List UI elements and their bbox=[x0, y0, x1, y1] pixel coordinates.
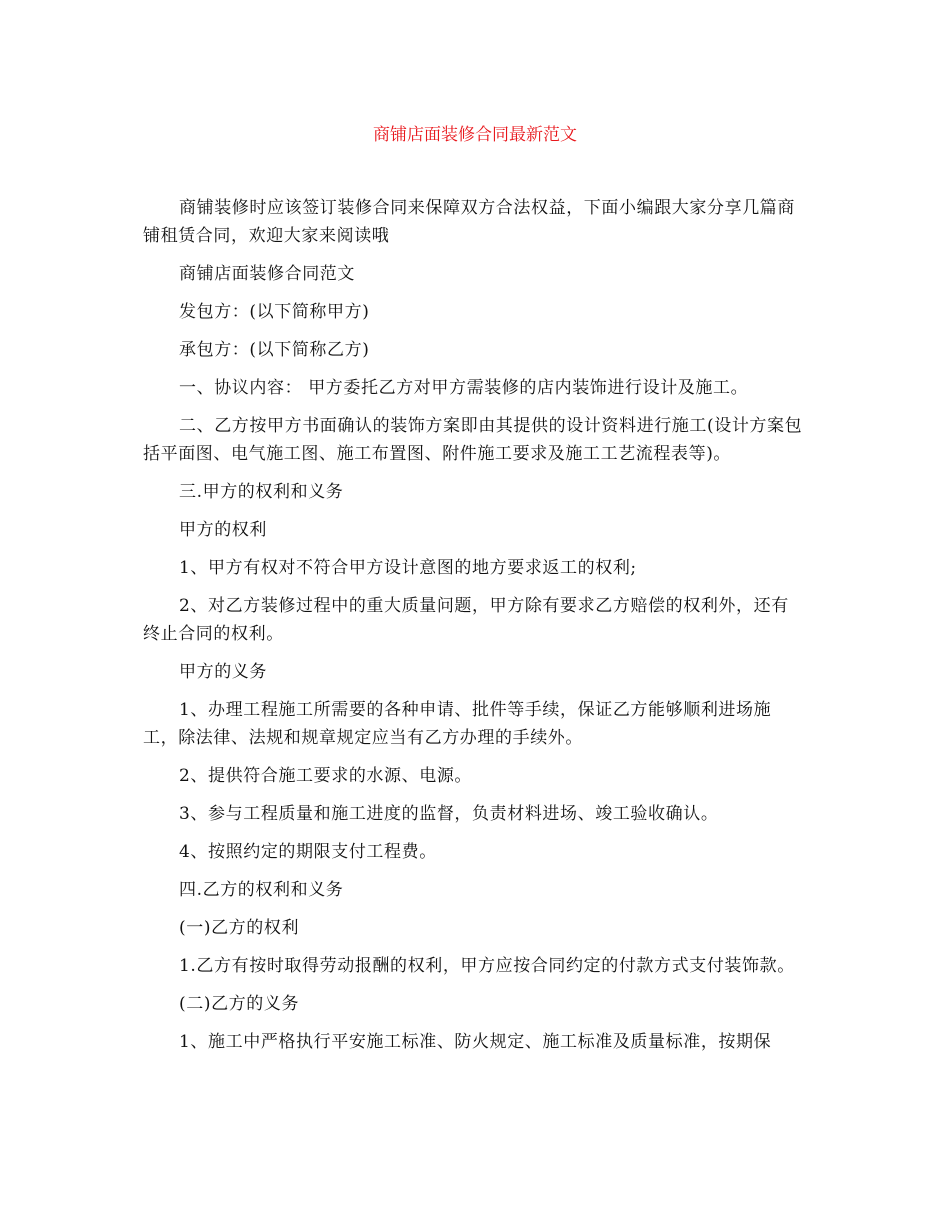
list-item: 1、甲方有权对不符合甲方设计意图的地方要求返工的权利; bbox=[179, 558, 637, 578]
paragraph-intro: 商铺装修时应该签订装修合同来保障双方合法权益，下面小编跟大家分享几篇商铺租赁合同，欢迎大家来阅读哦 bbox=[143, 198, 795, 246]
list-item: 4、按照约定的期限支付工程费。 bbox=[179, 842, 437, 862]
subheading-party-b-obligations: (二)乙方的义务 bbox=[179, 994, 300, 1014]
document-title: 商铺店面装修合同最新范文 bbox=[373, 125, 577, 145]
subheading-party-a-obligations: 甲方的义务 bbox=[179, 662, 267, 682]
paragraph-party-a: 发包方：(以下简称甲方) bbox=[179, 302, 370, 322]
subheading-party-b-rights: (一)乙方的权利 bbox=[179, 918, 300, 938]
list-item: 3、参与工程质量和施工进度的监督，负责材料进场、竣工验收确认。 bbox=[179, 804, 719, 824]
section-heading-party-a: 三.甲方的权利和义务 bbox=[179, 482, 344, 502]
document-body bbox=[143, 194, 803, 1066]
list-item: 2、对乙方装修过程中的重大质量问题，甲方除有要求乙方赔偿的权利外，还有终止合同的权利。 bbox=[143, 596, 789, 644]
paragraph-subtitle: 商铺店面装修合同范文 bbox=[179, 264, 355, 284]
paragraph-clause-2: 二、乙方按甲方书面确认的装饰方案即由其提供的设计资料进行施工(设计方案包括平面图、电气施工图、施工布置图、附件施工要求及施工工艺流程表等)。 bbox=[143, 416, 803, 464]
section-heading-party-b: 四.乙方的权利和义务 bbox=[179, 880, 344, 900]
subheading-party-a-rights: 甲方的权利 bbox=[179, 520, 267, 540]
list-item: 1.乙方有按时取得劳动报酬的权利，甲方应按合同约定的付款方式支付装饰款。 bbox=[179, 956, 795, 976]
list-item: 1、办理工程施工所需要的各种申请、批件等手续，保证乙方能够顺利进场施工，除法律、法规和规章规定应当有乙方办理的手续外。 bbox=[143, 700, 772, 748]
list-item: 2、提供符合施工要求的水源、电源。 bbox=[179, 766, 473, 786]
list-item: 1、施工中严格执行平安施工标准、防火规定、施工标准及质量标准，按期保 bbox=[179, 1032, 772, 1052]
paragraph-party-b: 承包方：(以下简称乙方) bbox=[179, 340, 370, 360]
paragraph-clause-1: 一、协议内容： 甲方委托乙方对甲方需装修的店内装饰进行设计及施工。 bbox=[179, 378, 749, 398]
